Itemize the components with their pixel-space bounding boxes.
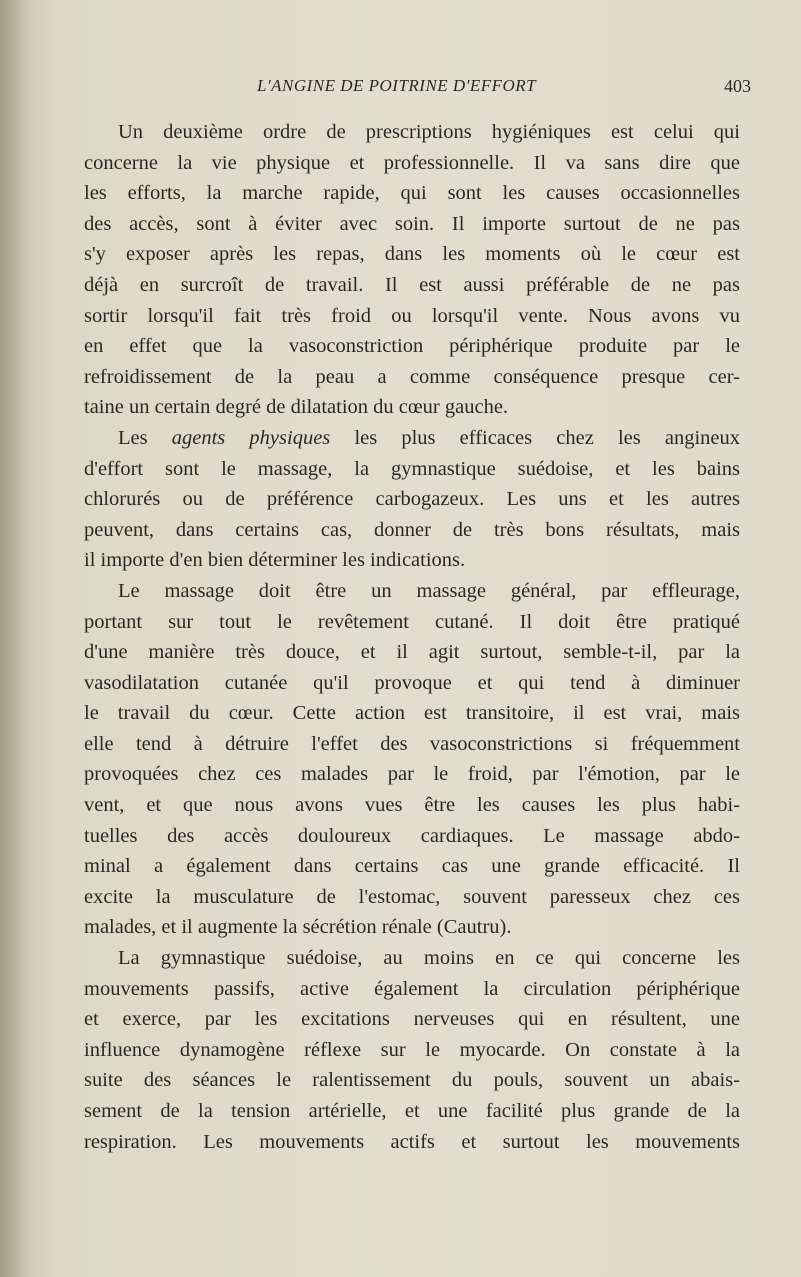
text-line: le travail du cœur. Cette action est transitoire, il est vrai, mais — [84, 702, 740, 725]
text-line: et exerce, par les excitations nerveuses qui en résultent, une — [84, 1008, 740, 1031]
text-line: des accès, sont à éviter avec soin. Il importe surtout de ne pas — [84, 212, 740, 235]
page-header — [0, 76, 801, 106]
text-line: malades, et il augmente la sécrétion rénale (Cautru). — [84, 916, 512, 939]
italic-term: agents physiques — [171, 426, 331, 449]
text-fragment: les plus efficaces chez les angineux — [354, 426, 741, 449]
running-title: L'ANGINE DE POITRINE D'EFFORT — [257, 76, 537, 95]
text-line: les efforts, la marche rapide, qui sont les causes occasionnelles — [84, 182, 740, 205]
text-line: portant sur tout le revêtement cutané. Il doit être pratiqué — [84, 610, 740, 633]
body-text — [84, 117, 740, 1157]
text-line: s'y exposer après les repas, dans les moments où le cœur est — [84, 243, 740, 266]
text-line: peuvent, dans certains cas, donner de très bons résultats, mais — [84, 518, 740, 541]
text-line: d'une manière très douce, et il agit surtout, semble-t-il, par la — [84, 641, 740, 664]
text-line: La gymnastique suédoise, au moins en ce qui concerne les — [118, 947, 740, 970]
text-line: mouvements passifs, active également la circulation périphérique — [84, 977, 740, 1000]
text-line: suite des séances le ralentissement du pouls, souvent un abais- — [84, 1069, 740, 1092]
page-binding-shadow — [0, 0, 30, 1277]
text-line: elle tend à détruire l'effet des vasoconstrictions si fréquemment — [84, 732, 740, 755]
text-line: vasodilatation cutanée qu'il provoque et qui tend à diminuer — [84, 671, 740, 694]
text-line: sement de la tension artérielle, et une facilité plus grande de la — [84, 1100, 740, 1122]
text-line: sortir lorsqu'il fait très froid ou lorsqu'il vente. Nous avons vu — [84, 304, 740, 327]
text-line: influence dynamogène réflexe sur le myocarde. On constate à la — [84, 1038, 740, 1061]
text-line: il importe d'en bien déterminer les indications. — [84, 549, 466, 572]
text-line: minal a également dans certains cas une grande efficacité. Il — [84, 855, 740, 878]
text-line: vent, et que nous avons vues être les causes les plus habi- — [84, 794, 740, 817]
text-line: en effet que la vasoconstriction périphérique produite par le — [84, 335, 740, 358]
text-line: Un deuxième ordre de prescriptions hygiéniques est celui qui — [118, 121, 740, 143]
text-line: chlorurés ou de préférence carbogazeux. Les uns et les autres — [84, 488, 740, 511]
text-line: d'effort sont le massage, la gymnastique suédoise, et les bains — [84, 457, 740, 480]
text-fragment: Les — [118, 426, 148, 449]
page-number: 403 — [724, 76, 751, 96]
text-line: excite la musculature de l'estomac, souvent paresseux chez ces — [84, 885, 740, 908]
text-line — [84, 423, 740, 454]
text-line: provoquées chez ces malades par le froid, par l'émotion, par le — [84, 763, 740, 786]
text-line: respiration. Les mouvements actifs et surtout les mouvements — [84, 1130, 740, 1153]
text-line: Le massage doit être un massage général, par effleurage, — [118, 579, 740, 602]
text-line: concerne la vie physique et professionnelle. Il va sans dire que — [84, 151, 740, 174]
text-line: taine un certain degré de dilatation du cœur gauche. — [84, 396, 509, 419]
text-line: refroidissement de la peau a comme conséquence presque cer- — [84, 365, 740, 388]
text-line: déjà en surcroît de travail. Il est aussi préférable de ne pas — [84, 273, 740, 296]
text-line: tuelles des accès douloureux cardiaques. Le massage abdo- — [84, 824, 740, 847]
